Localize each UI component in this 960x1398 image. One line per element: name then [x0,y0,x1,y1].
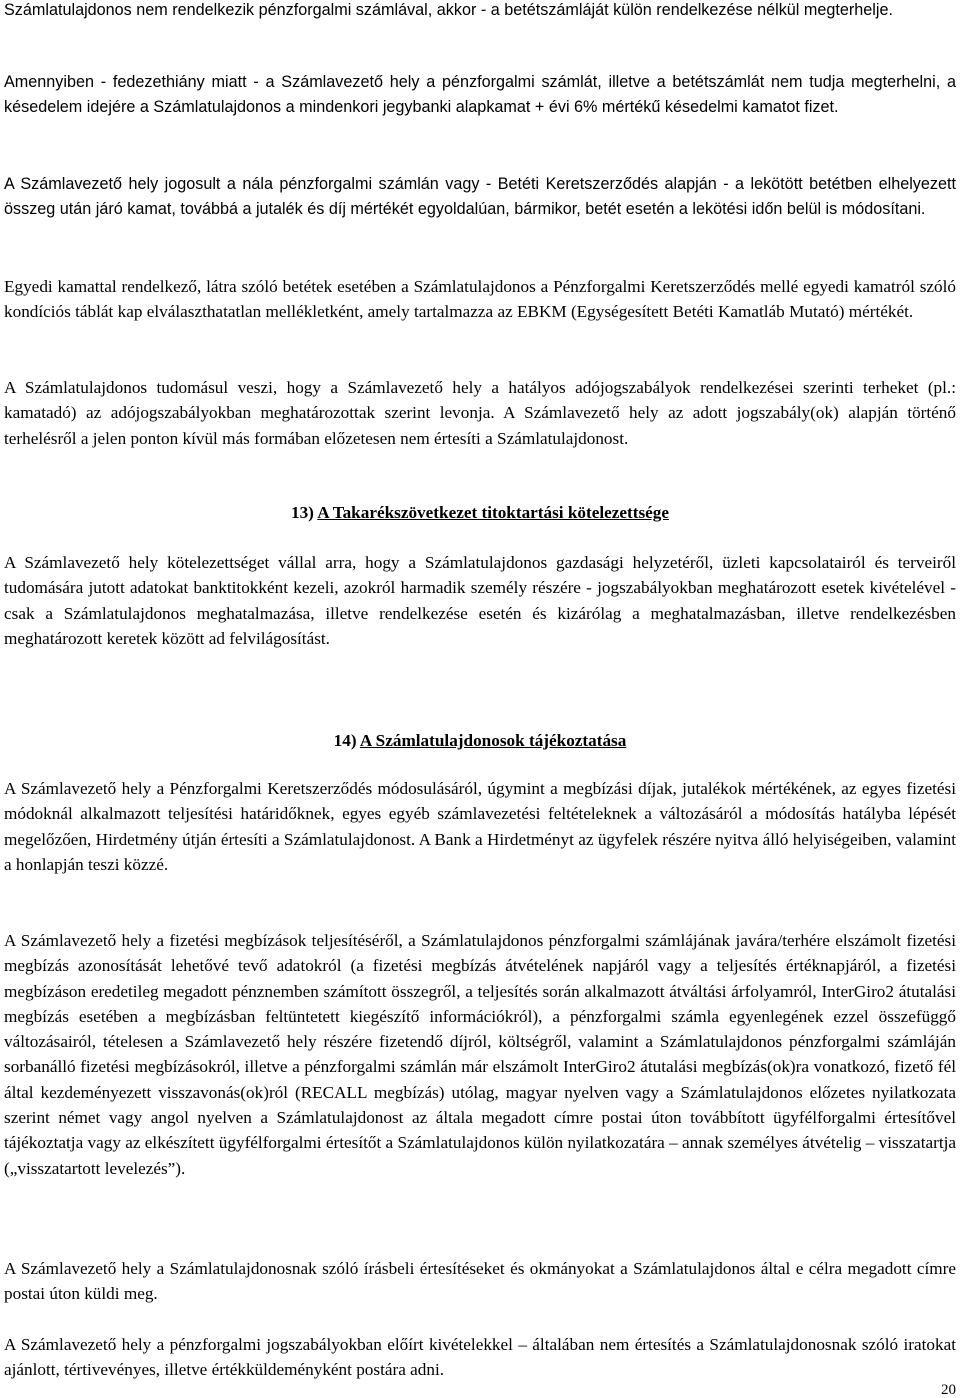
section-title: A Számlatulajdonosok tájékoztatása [359,731,627,750]
section-heading-14 [4,728,956,753]
paragraph: A Számlavezető hely a Pénzforgalmi Keretszerződés módosulásáról, úgymint a megbízási díjak, jutalékok mértékének, az egyes fizetési módoknál alkalmazott teljesítési határidőknek, egyes egyéb számlavezetési feltételeknek a változásáról a módosítás hatályba lépését megelőzően, Hirdetmény útján értesíti a Számlatulajdonost. A Bank a Hirdetményt az ügyfelek részére nyitva álló helyiségeiben, valamint a honlapján teszi közzé. [4,779,956,874]
section-number: 13) [290,503,314,522]
paragraph: A Számlavezető hely a Számlatulajdonosnak szóló írásbeli értesítéseket és okmányokat a Számlatulajdonos által e célra megadott címre postai úton küldi meg. [4,1259,956,1304]
paragraph: A Számlavezető hely kötelezettséget vállal arra, hogy a Számlatulajdonos gazdasági helyzetéről, üzleti kapcsolatairól és terveiről tudomására jutott adatokat banktitokként kezeli, azokról harmadik személy részére - jogszabályokban meghatározott esetek kivételével - csak a Számlatulajdonos meghatalmazása, illetve rendelkezése esetén és kizárólag a meghatalmazásban, illetve rendelkezésben meghatározott keretek között ad felvilágosítást. [4,553,956,648]
paragraph: Amennyiben - fedezethiány miatt - a Számlavezető hely a pénzforgalmi számlát, illetve a betétszámlát nem tudja megterhelni, a késedelem idejére a Számlatulajdonos a mindenkori jegybanki alapkamat + évi 6% mértékű késedelmi kamatot fizet. [4,73,956,117]
section-title: A Takarékszövetkezet titoktartási kötelezettsége [317,503,670,522]
paragraph: A Számlavezető hely a fizetési megbízások teljesítéséről, a Számlatulajdonos pénzforgalmi számlájának javára/terhére elszámolt fizetési megbízás azonosítását lehetővé tevő adatokról (a fizetési megbízás átvételének napjáról vagy a teljesítés értéknapjáról, a fizetési megbízáson eredetileg megadott pénznemben számított összegről, a teljesítés során alkalmazott átváltási árfolyamról, InterGiro2 átutalási megbízás esetében a megbízásban feltüntetett kiegészítő információkról), a pénzforgalmi számla egyenlegének ezzel összefüggő változásairól, tételesen a Számlavezető hely részére fizetendő díjról, költségről, valamint a Számlatulajdonos pénzforgalmi számláján sorbanálló fizetési megbízásokról, illetve a pénzforgalmi számlán már elszámolt InterGiro2 átutalási megbízás(ok)ra vonatkozó, fizető fél által kezdeményezett visszavonás(ok)ról (RECALL megbízás) utólag, magyar nyelven vagy a Számlatulajdonos előzetes nyilatkozata szerint német vagy angol nyelven a Számlatulajdonost az általa megadott címre postai úton továbbított ügyfélforgalmi értesítővel tájékoztatja vagy az elkészített ügyfélforgalmi értesítőt a Számlatulajdonos külön nyilatkozatára – annak személyes átvételig – visszatartja („visszatartott levelezés”). [4,931,956,1178]
paragraph: A Számlavezető hely a pénzforgalmi jogszabályokban előírt kivételekkel – általában nem értesítés a Számlatulajdonosnak szóló iratokat ajánlott, tértivevényes, illetve értékküldeményként postára adni. [4,1335,956,1380]
section-heading-13 [4,500,956,525]
section-number: 14) [333,731,357,750]
paragraph: A Számlavezető hely jogosult a nála pénzforgalmi számlán vagy - Betéti Keretszerződés alapján - a lekötött betétben elhelyezett összeg után járó kamat, továbbá a jutalék és díj mértékét egyoldalúan, bármikor, betét esetén a lekötési időn belül is módosítani. [4,175,956,219]
paragraph: Számlatulajdonos nem rendelkezik pénzforgalmi számlával, akkor - a betétszámláját külön rendelkezése nélkül megterhelje. [4,1,893,19]
paragraph: Egyedi kamattal rendelkező, látra szóló betétek esetében a Számlatulajdonos a Pénzforgalmi Keretszerződés mellé egyedi kamatról szóló kondíciós táblát kap elválaszthatatlan mellékletként, amely tartalmazza az EBKM (Egységesített Betéti Kamatláb Mutató) mértékét. [4,277,956,322]
paragraph: A Számlatulajdonos tudomásul veszi, hogy a Számlavezető hely a hatályos adójogszabályok rendelkezései szerinti terheket (pl.: kamatadó) az adójogszabályokban meghatározottak szerint levonja. A Számlavezető hely az adott jogszabály(ok) alapján történő terhelésről a jelen ponton kívül más formában előzetesen nem értesíti a Számlatulajdonost. [4,378,956,448]
page-number: 20 [941,1382,956,1398]
